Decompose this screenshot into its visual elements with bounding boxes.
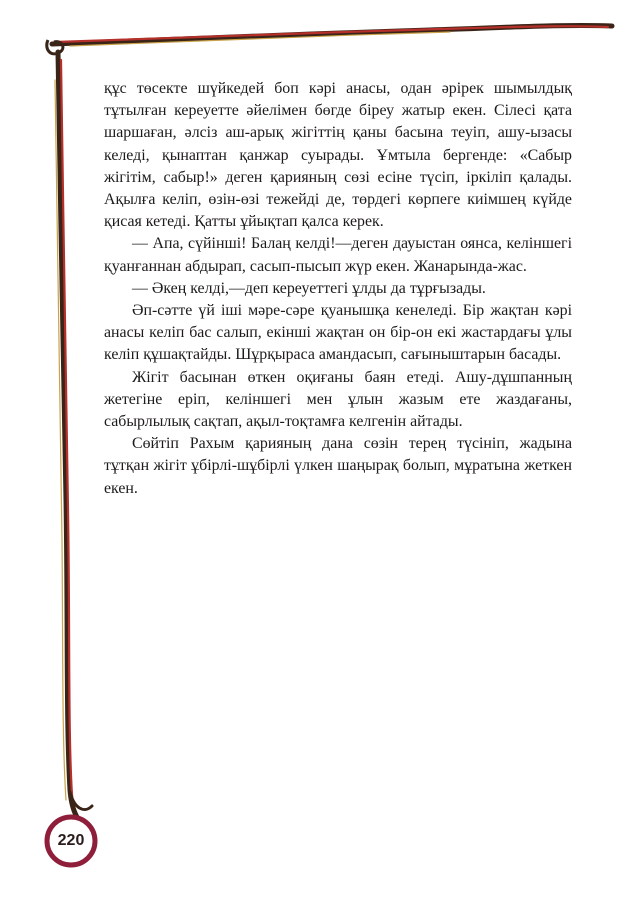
paragraph-1-text: ұс төсекте шүйкедей боп кәрі анасы, одан әрірек шымылдық тұтылған кереуетте әйелімен бөгде біреу жатыр екен. Сілесі қата шаршаған, әлсіз аш-арық жігіттің қаны басына теуіп, ашу-ызасы келеді, қынаптан қанжар суырады. Ұмтыла бергенде: «Сабыр жігітім, сабыр!» деген қарияның сөзі есіне түсіп, іркіліп қалады. Ақылға келіп, өзін-өзі тежейді де, төрдегі көрпеге киімшең күйде қисая кетеді. Қатты ұйықтап қалса керек.: [104, 80, 572, 231]
paragraph-3: — Әкең келді,—деп кереуеттегі ұлды да тұрғызады.: [132, 279, 486, 297]
paragraph-2: — Апа, сүйінші! Балаң келді!—деген дауыстан оянса, келіншегі қуанғаннан абдырап, сасып-пысып жүр екен. Жанарында-жас.: [104, 235, 572, 275]
paragraph-6: Сөйтіп Рахым қарияның дана сөзін терең түсініп, жадына тұтқан жігіт ұбірлі-шұбірлі үлкен шаңырақ болып, мұратына жеткен екен.: [104, 435, 572, 497]
page-number: 220: [57, 832, 85, 849]
story-text: [104, 78, 572, 500]
paragraph-1: [104, 78, 572, 233]
paragraph-5: Жігіт басынан өткен оқиғаны баян етеді. Ашу-дұшпанның жетегіне еріп, келіншегі мен ұлын жазым ете жаздағаны, сабырлылық сақтап, ақыл-тоқтамға келгенін айтады.: [104, 368, 572, 431]
frame-top-stroke: [52, 25, 612, 44]
drop-letter: қ: [104, 80, 112, 97]
paragraph-4: Әп-сәтте үй іші мәре-сәре қуанышқа кенеледі. Бір жақтан кәрі анасы келіп бас салып, екінші жақтан он бір-он екі жастардағы ұлы келіп құшақтайды. Шұрқыраса амандасып, сағыныштарын басады.: [104, 302, 572, 364]
